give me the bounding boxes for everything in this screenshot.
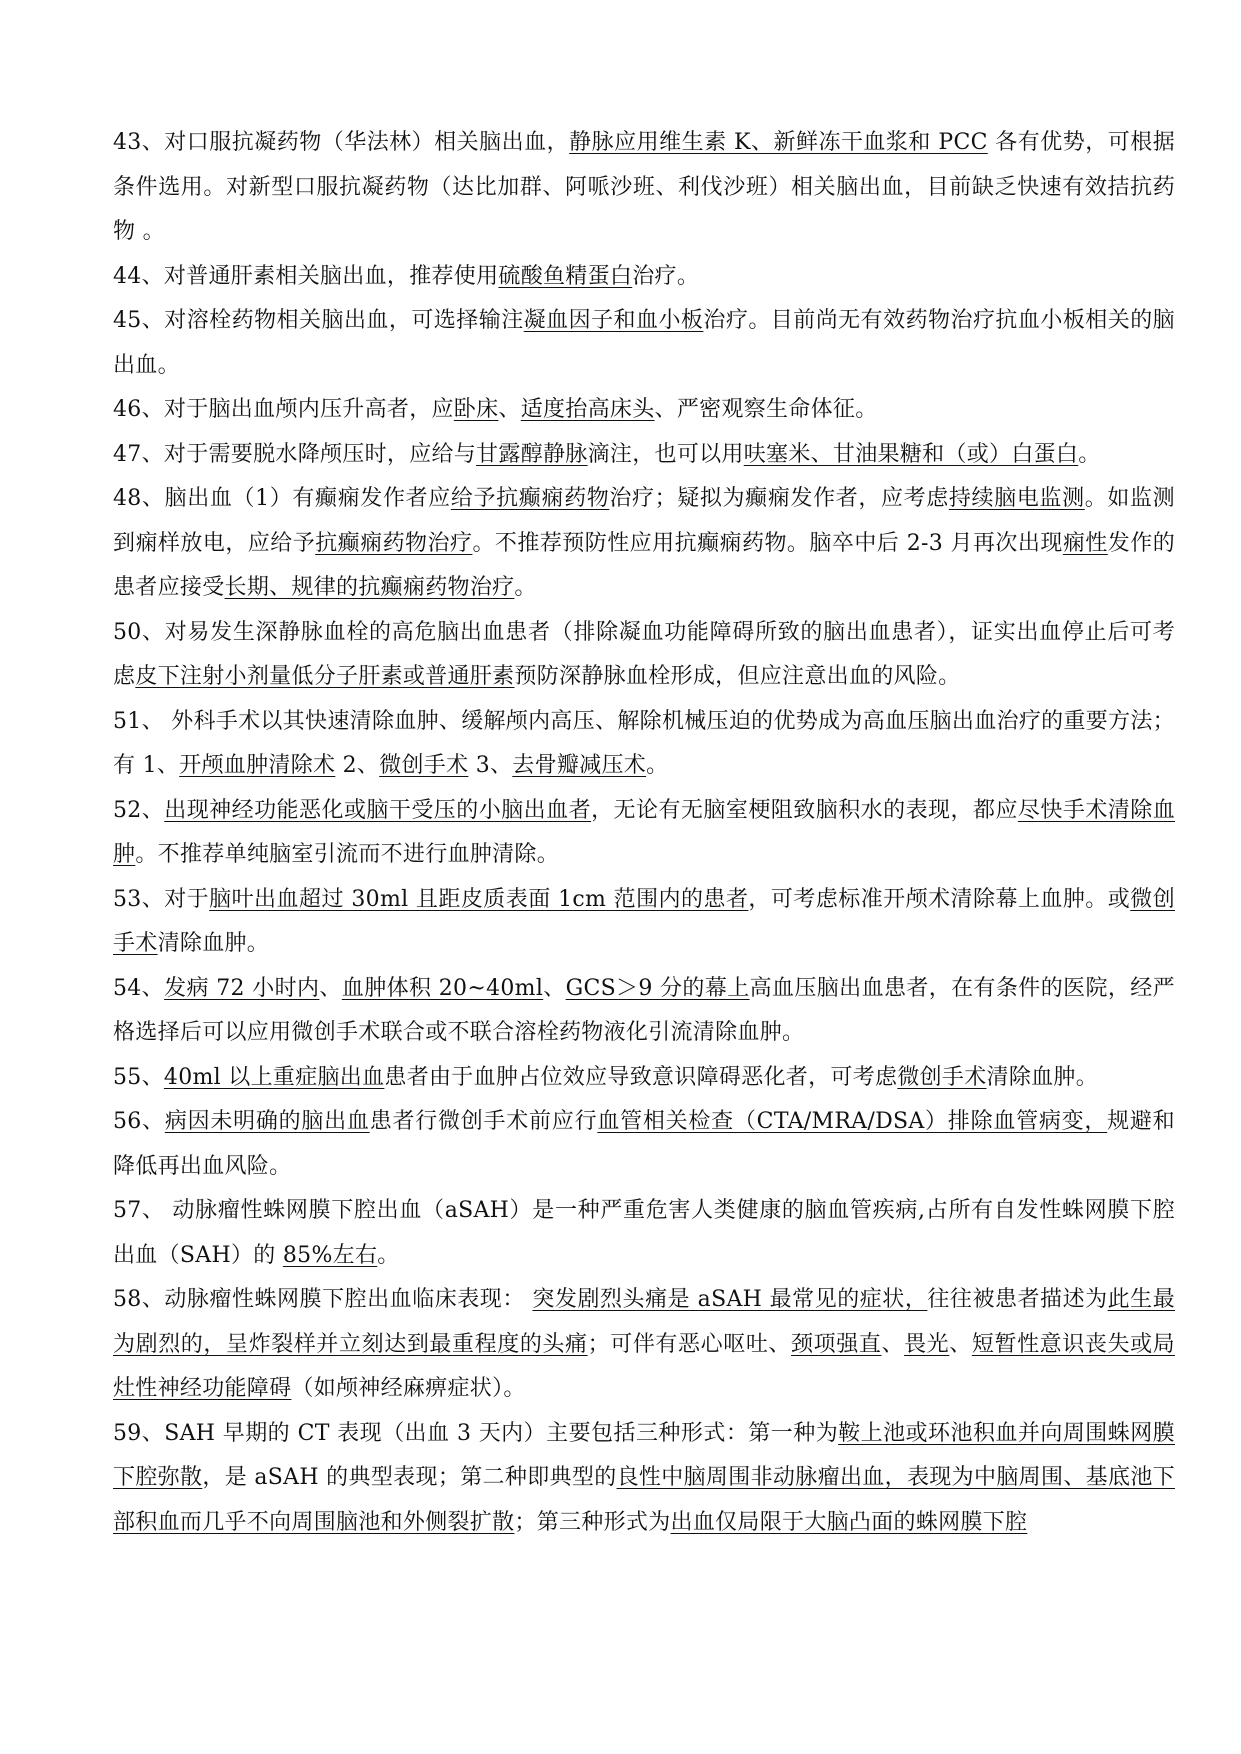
underlined-segment: 静脉应用维生素 K、新鲜冻干血浆和 PCC (569, 130, 988, 155)
underlined-segment: 去骨瓣减压术 (512, 753, 647, 778)
underlined-segment: 微创手术 (113, 886, 1175, 956)
text-segment: 。不推荐预防性应用抗癫痫药物。脑卒中后 2-3 月再次出现 (472, 530, 1063, 556)
underlined-segment: 血管相关检查（CTA/MRA/DSA）排除血管病变， (597, 1109, 1108, 1134)
text-segment: 清除血肿。 (157, 931, 270, 956)
text-segment: 44、对普通肝素相关脑出血，推荐使用 (113, 263, 499, 289)
text-segment: 、 (498, 397, 521, 422)
text-segment: 50、对易发生深静脉血栓的高危脑出血患者（排除凝血功能障碍所致的脑出血患者），证实出血停止后可考虑 (113, 619, 1175, 689)
paragraph-52 (113, 789, 1175, 878)
text-segment: 治疗。目前尚无有效药物治疗抗血小板相关的脑出血。 (113, 308, 1175, 378)
underlined-segment: 给予抗癫痫药物 (450, 486, 610, 511)
text-segment: 53、对于 (113, 886, 210, 912)
underlined-segment: 85%左右 (282, 1242, 378, 1268)
paragraph-55 (113, 1056, 1175, 1101)
text-segment: 56、 (113, 1109, 165, 1134)
paragraph-45 (113, 299, 1175, 388)
underlined-segment: 卧床 (453, 397, 499, 422)
text-segment: 58、动脉瘤性蛛网膜下腔出血临床表现： (113, 1287, 533, 1312)
text-segment: 滴注，也可以用 (587, 441, 744, 467)
text-segment: 预防深静脉血栓形成，但应注意出血的风险。 (514, 664, 961, 689)
text-segment: 各有优势，可根据条件选用。对新型口服抗凝药物（达比加群、阿哌沙班、利伐沙班）相关脑出血，目前缺乏快速有效拮抗药物 。 (113, 130, 1175, 244)
underlined-segment: 颈项强直 (791, 1331, 882, 1357)
text-segment: 。 (377, 1242, 400, 1268)
text-segment: 、 (949, 1331, 972, 1357)
text-segment: ，是 aSAH 的典型表现；第二种即典型的 (202, 1465, 617, 1490)
underlined-segment: 甘露醇静脉 (476, 441, 588, 467)
text-segment: 43、对口服抗凝药物（华法林）相关脑出血， (113, 130, 570, 155)
text-segment: 45、对溶栓药物相关脑出血，可选择输注 (113, 308, 524, 333)
text-segment: 55、 (113, 1064, 164, 1090)
paragraph-59 (113, 1412, 1175, 1546)
text-segment: 高血压脑出血患者，在有条件的医院，经严格选择后可以应用微创手术联合或不联合溶栓药物液化引流清除血肿。 (113, 975, 1175, 1045)
text-segment: 48、脑出血（1）有癫痫发作者应 (113, 486, 451, 511)
text-segment: 。如监测到痫样放电，应给予 (113, 486, 1175, 556)
text-segment: ；第三种形式为 (514, 1509, 671, 1535)
underlined-segment: 抗癫痫药物治疗 (315, 530, 473, 556)
text-segment: 。 (1078, 441, 1101, 467)
text-segment: 、 (881, 1331, 905, 1357)
text-segment: 治疗。 (632, 263, 700, 289)
paragraph-53 (113, 878, 1175, 967)
underlined-segment: 此生最为剧烈的，呈炸裂样并立刻达到最重程度的头痛 (113, 1287, 1176, 1357)
paragraph-50 (113, 611, 1175, 700)
underlined-segment: 硫酸鱼精蛋白 (498, 263, 633, 289)
paragraph-58 (113, 1278, 1175, 1412)
underlined-segment: 发病 72 小时内 (164, 975, 320, 1001)
text-segment: 47、对于需要脱水降颅压时，应给与 (113, 441, 477, 467)
text-segment: 患者由于血肿占位效应导致意识障碍恶化者，可考虑 (384, 1064, 898, 1090)
underlined-segment: 皮下注射小剂量低分子肝素或普通肝素 (135, 664, 515, 689)
underlined-segment: 短暂性意识丧失或局灶性神经功能障碍 (113, 1331, 1175, 1401)
paragraph-43 (113, 121, 1175, 255)
paragraph-44 (113, 255, 1175, 300)
paragraph-51 (113, 700, 1175, 789)
underlined-segment: 痫性 (1062, 530, 1108, 556)
underlined-segment: 良性中脑周围非动脉瘤出血，表现为中脑周围、基底池下部积血而几乎不向周围脑池和外侧裂扩散 (113, 1465, 1175, 1535)
text-segment: 3、 (468, 753, 513, 778)
underlined-segment: 鞍上池或环池积血并向周围蛛网膜下腔弥散 (113, 1420, 1175, 1490)
text-segment: 发作的患者应接受 (113, 530, 1175, 600)
underlined-segment: GCS＞9 分的幕上 (565, 975, 750, 1001)
text-segment: 52、 (113, 797, 165, 823)
underlined-segment: 畏光 (904, 1331, 950, 1357)
paragraph-54 (113, 967, 1175, 1056)
underlined-segment: 出现神经功能恶化或脑干受压的小脑出血者 (164, 797, 592, 823)
underlined-segment: 微创手术 (897, 1064, 987, 1090)
document-page (113, 121, 1175, 1545)
underlined-segment: 开颅血肿清除术 (179, 753, 336, 778)
text-segment: 2、 (335, 753, 380, 778)
underlined-segment: 血肿体积 20~40ml (341, 975, 544, 1001)
text-segment: 46、对于脑出血颅内压升高者，应 (113, 397, 454, 422)
text-segment: 51、 外科手术以其快速清除血肿、缓解颅内高压、解除机械压迫的优势成为高血压脑出血治疗的重要方法； 有 1、 (113, 708, 1175, 778)
underlined-segment: 持续脑电监测 (948, 486, 1085, 511)
underlined-segment: 适度抬高床头 (520, 397, 655, 422)
text-segment: 、 (543, 975, 566, 1001)
text-segment: 清除血肿。 (986, 1064, 1099, 1090)
paragraph-47 (113, 433, 1175, 478)
text-segment: （如颅神经麻痹症状）。 (291, 1376, 526, 1401)
underlined-segment: 呋塞米、甘油果糖和（或）白蛋白 (743, 441, 1079, 467)
text-segment: 、严密观察生命体征。 (654, 397, 878, 422)
text-segment: 57、 动脉瘤性蛛网膜下腔出血（aSAH）是一种严重危害人类健康的脑血管疾病,占所有自发性蛛网膜下腔出血（SAH）的 (113, 1198, 1175, 1268)
underlined-segment: 病因未明确的脑出血 (164, 1109, 370, 1134)
text-segment: ；可伴有恶心呕吐、 (587, 1331, 792, 1357)
underlined-segment: 40ml 以上重症脑出血 (163, 1064, 385, 1090)
underlined-segment: 出血仅局限于大脑凸面的蛛网膜下腔 (670, 1509, 1028, 1535)
text-segment: 往往被患者描述为 (927, 1287, 1108, 1312)
underlined-segment: 脑叶出血超过 30ml 且距皮质表面 1cm 范围内的患者 (209, 886, 749, 912)
underlined-segment: 长期、规律的抗癫痫药物治疗 (224, 575, 515, 600)
text-segment: 59、SAH 早期的 CT 表现（出血 3 天内）主要包括三种形式：第一种为 (113, 1420, 839, 1446)
text-segment: ，无论有无脑室梗阻致脑积水的表现，都应 (591, 797, 1018, 823)
text-segment: 规避和降低再出血风险。 (113, 1109, 1175, 1179)
underlined-segment: 微创手术 (379, 753, 469, 778)
paragraph-56 (113, 1100, 1175, 1189)
text-segment: 患者行微创手术前应行 (369, 1109, 598, 1134)
underlined-segment: 凝血因子和血小板 (523, 308, 704, 333)
text-segment: 。不推荐单纯脑室引流而不进行血肿清除。 (135, 842, 560, 867)
text-segment: ，可考虑标准开颅术清除幕上血肿。或 (748, 886, 1131, 912)
underlined-segment: 尽快手术清除血肿 (113, 797, 1176, 867)
paragraph-48 (113, 477, 1175, 611)
paragraph-57 (113, 1189, 1175, 1278)
text-segment: 、 (319, 975, 342, 1001)
text-segment: 治疗；疑拟为癫痫发作者，应考虑 (609, 486, 949, 511)
text-segment: 。 (514, 575, 537, 600)
paragraph-46 (113, 388, 1175, 433)
text-segment: 。 (646, 753, 669, 778)
underlined-segment: 突发剧烈头痛是 aSAH 最常见的症状， (532, 1287, 928, 1312)
text-segment: 54、 (113, 975, 165, 1001)
